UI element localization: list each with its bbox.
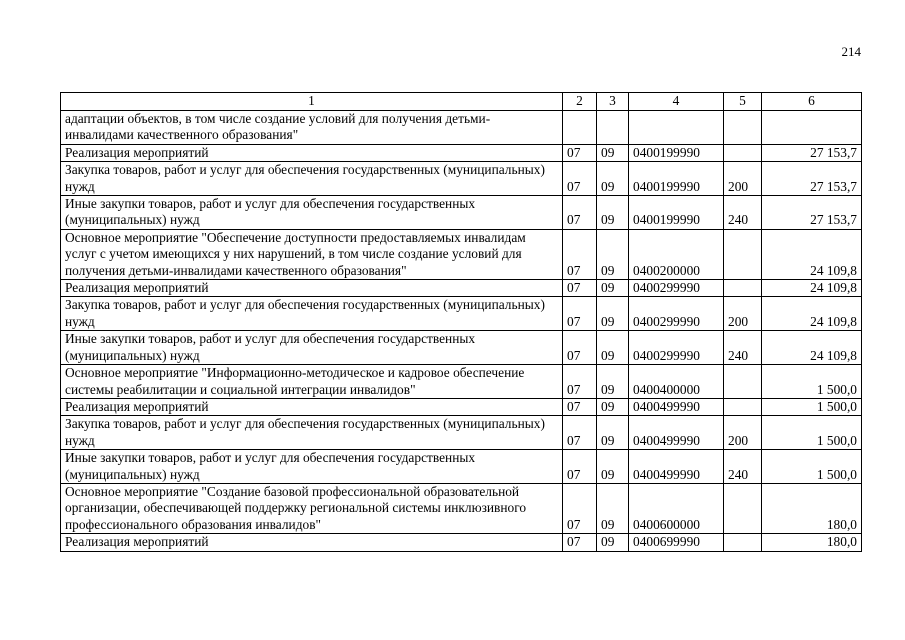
row-description: Закупка товаров, работ и услуг для обеспечения государственных (муниципальных) нужд <box>61 416 563 450</box>
row-description: Основное мероприятие "Создание базовой профессиональной образовательной организации, обеспечивающей поддержку региональной системы инклюзивного профессионального образования инвалидов" <box>61 483 563 533</box>
row-section: 07 <box>563 331 597 365</box>
header-col-5: 5 <box>724 93 762 111</box>
row-target-article: 0400200000 <box>629 229 724 279</box>
row-subsection: 09 <box>597 196 629 230</box>
row-amount: 27 153,7 <box>762 162 862 196</box>
table-row <box>61 196 862 230</box>
table-header-row <box>61 93 862 111</box>
row-target-article: 0400199990 <box>629 162 724 196</box>
row-target-article: 0400499990 <box>629 416 724 450</box>
row-expense-type <box>724 365 762 399</box>
row-section: 07 <box>563 297 597 331</box>
row-expense-type <box>724 483 762 533</box>
row-subsection: 09 <box>597 416 629 450</box>
row-target-article: 0400699990 <box>629 534 724 551</box>
table-row <box>61 111 862 145</box>
row-description: Реализация мероприятий <box>61 534 563 551</box>
row-subsection: 09 <box>597 297 629 331</box>
row-subsection: 09 <box>597 331 629 365</box>
row-subsection: 09 <box>597 534 629 551</box>
table-row <box>61 297 862 331</box>
table-row <box>61 450 862 484</box>
row-section: 07 <box>563 196 597 230</box>
row-amount <box>762 111 862 145</box>
row-subsection: 09 <box>597 280 629 297</box>
row-expense-type: 200 <box>724 297 762 331</box>
row-subsection: 09 <box>597 144 629 161</box>
budget-table <box>60 92 862 552</box>
row-target-article: 0400299990 <box>629 331 724 365</box>
row-description: Реализация мероприятий <box>61 280 563 297</box>
row-expense-type: 240 <box>724 331 762 365</box>
row-subsection: 09 <box>597 229 629 279</box>
table-row <box>61 280 862 297</box>
row-target-article: 0400499990 <box>629 450 724 484</box>
row-target-article: 0400199990 <box>629 144 724 161</box>
table-row <box>61 331 862 365</box>
row-section: 07 <box>563 144 597 161</box>
row-target-article: 0400600000 <box>629 483 724 533</box>
row-subsection <box>597 111 629 145</box>
row-description: Иные закупки товаров, работ и услуг для обеспечения государственных (муниципальных) нужд <box>61 196 563 230</box>
row-expense-type <box>724 398 762 415</box>
row-section: 07 <box>563 534 597 551</box>
row-section: 07 <box>563 229 597 279</box>
row-description: Иные закупки товаров, работ и услуг для обеспечения государственных (муниципальных) нужд <box>61 331 563 365</box>
row-expense-type: 200 <box>724 162 762 196</box>
table-row <box>61 398 862 415</box>
table-row <box>61 534 862 551</box>
row-section: 07 <box>563 483 597 533</box>
row-subsection: 09 <box>597 398 629 415</box>
row-expense-type <box>724 280 762 297</box>
row-target-article <box>629 111 724 145</box>
row-subsection: 09 <box>597 483 629 533</box>
row-target-article: 0400199990 <box>629 196 724 230</box>
row-section: 07 <box>563 416 597 450</box>
row-amount: 1 500,0 <box>762 365 862 399</box>
row-description: Реализация мероприятий <box>61 144 563 161</box>
row-description: Основное мероприятие "Обеспечение доступности предоставляемых инвалидам услуг с учетом имеющихся у них нарушений, в том числе создание условий для получения детьми-инвалидами качественного образования" <box>61 229 563 279</box>
row-amount: 24 109,8 <box>762 331 862 365</box>
row-description: адаптации объектов, в том числе создание условий для получения детьми-инвалидами качественного образования" <box>61 111 563 145</box>
row-section: 07 <box>563 365 597 399</box>
row-section <box>563 111 597 145</box>
row-expense-type: 240 <box>724 450 762 484</box>
header-col-4: 4 <box>629 93 724 111</box>
row-target-article: 0400299990 <box>629 280 724 297</box>
row-expense-type <box>724 534 762 551</box>
header-col-2: 2 <box>563 93 597 111</box>
header-col-3: 3 <box>597 93 629 111</box>
row-amount: 1 500,0 <box>762 398 862 415</box>
row-target-article: 0400299990 <box>629 297 724 331</box>
row-amount: 1 500,0 <box>762 416 862 450</box>
row-amount: 1 500,0 <box>762 450 862 484</box>
row-expense-type: 240 <box>724 196 762 230</box>
row-amount: 24 109,8 <box>762 297 862 331</box>
row-amount: 180,0 <box>762 483 862 533</box>
row-amount: 180,0 <box>762 534 862 551</box>
header-col-1: 1 <box>61 93 563 111</box>
row-description: Закупка товаров, работ и услуг для обеспечения государственных (муниципальных) нужд <box>61 162 563 196</box>
header-col-6: 6 <box>762 93 862 111</box>
row-expense-type: 200 <box>724 416 762 450</box>
row-description: Закупка товаров, работ и услуг для обеспечения государственных (муниципальных) нужд <box>61 297 563 331</box>
row-section: 07 <box>563 398 597 415</box>
row-amount: 27 153,7 <box>762 196 862 230</box>
row-target-article: 0400499990 <box>629 398 724 415</box>
row-description: Основное мероприятие "Информационно-методическое и кадровое обеспечение системы реабилитации и социальной интеграции инвалидов" <box>61 365 563 399</box>
table-row <box>61 365 862 399</box>
table-row <box>61 229 862 279</box>
row-expense-type <box>724 144 762 161</box>
row-section: 07 <box>563 450 597 484</box>
row-expense-type <box>724 229 762 279</box>
row-target-article: 0400400000 <box>629 365 724 399</box>
table-row <box>61 162 862 196</box>
row-section: 07 <box>563 162 597 196</box>
row-description: Реализация мероприятий <box>61 398 563 415</box>
table-row <box>61 483 862 533</box>
row-section: 07 <box>563 280 597 297</box>
row-subsection: 09 <box>597 450 629 484</box>
table-row <box>61 144 862 161</box>
page-number: 214 <box>841 44 861 59</box>
table-row <box>61 416 862 450</box>
row-subsection: 09 <box>597 365 629 399</box>
row-amount: 24 109,8 <box>762 280 862 297</box>
row-amount: 27 153,7 <box>762 144 862 161</box>
row-description: Иные закупки товаров, работ и услуг для обеспечения государственных (муниципальных) нужд <box>61 450 563 484</box>
row-subsection: 09 <box>597 162 629 196</box>
row-amount: 24 109,8 <box>762 229 862 279</box>
row-expense-type <box>724 111 762 145</box>
